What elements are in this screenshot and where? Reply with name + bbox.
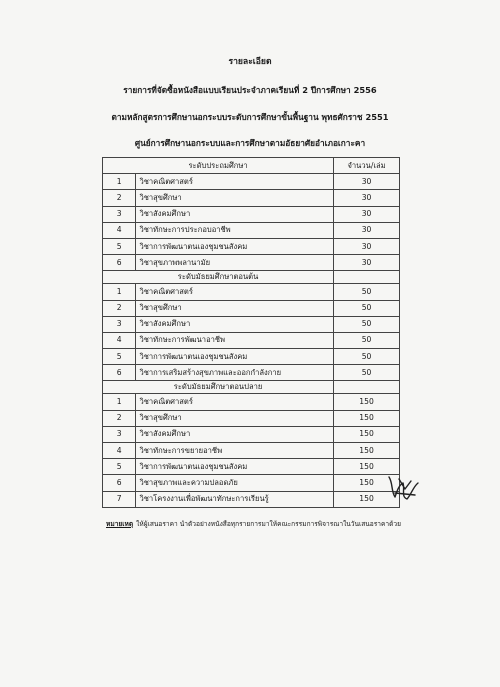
row-subject: วิชาสุขศึกษา [136, 190, 334, 206]
row-subject: วิชาคณิตศาสตร์ [136, 174, 334, 190]
row-subject: วิชาสุขศึกษา [136, 300, 334, 316]
table-row [103, 365, 400, 381]
table-row [103, 284, 400, 300]
row-quantity: 150 [334, 426, 400, 442]
header-quantity: จำนวน/เล่ม [334, 158, 400, 174]
row-number: 5 [103, 459, 136, 475]
section-qty-blank [334, 271, 400, 284]
row-number: 6 [103, 255, 136, 271]
row-subject: วิชาการพัฒนาตนเองชุมชนสังคม [136, 238, 334, 254]
row-subject: วิชาการเสริมสร้างสุขภาพและออกกำลังกาย [136, 365, 334, 381]
row-subject: วิชาคณิตศาสตร์ [136, 284, 334, 300]
table-row [103, 332, 400, 348]
row-subject: วิชาคณิตศาสตร์ [136, 394, 334, 410]
row-subject: วิชาทักษะการประกอบอาชีพ [136, 222, 334, 238]
section-qty-blank [334, 381, 400, 394]
row-number: 4 [103, 332, 136, 348]
section-header-row [103, 381, 400, 394]
row-quantity: 50 [334, 316, 400, 332]
row-number: 6 [103, 365, 136, 381]
table-row [103, 475, 400, 491]
table-row [103, 349, 400, 365]
book-list-table [102, 157, 400, 508]
row-number: 6 [103, 475, 136, 491]
remark [106, 518, 416, 529]
table-row [103, 491, 400, 507]
row-quantity: 30 [334, 174, 400, 190]
row-quantity: 150 [334, 459, 400, 475]
table-row [103, 206, 400, 222]
table-row [103, 316, 400, 332]
row-subject: วิชาการพัฒนาตนเองชุมชนสังคม [136, 459, 334, 475]
table-row [103, 255, 400, 271]
row-subject: วิชาโครงงานเพื่อพัฒนาทักษะการเรียนรู้ [136, 491, 334, 507]
row-quantity: 30 [334, 222, 400, 238]
book-list-body [103, 158, 400, 508]
row-quantity: 50 [334, 332, 400, 348]
table-header-row [103, 158, 400, 174]
remark-text: ให้ผู้เสนอราคา นำตัวอย่างหนังสือทุกรายการมาให้คณะกรรมการพิจารณาในวันเสนอราคาด้วย [136, 520, 401, 528]
table-row [103, 426, 400, 442]
section-title: ระดับมัธยมศึกษาตอนต้น [103, 271, 334, 284]
row-number: 2 [103, 190, 136, 206]
row-subject: วิชาสุขศึกษา [136, 410, 334, 426]
section-header-row [103, 271, 400, 284]
row-quantity: 50 [334, 349, 400, 365]
row-number: 1 [103, 394, 136, 410]
signature-mark [385, 473, 423, 503]
row-number: 5 [103, 349, 136, 365]
row-number: 7 [103, 491, 136, 507]
remark-label: หมายเหตุ [106, 520, 134, 528]
row-number: 3 [103, 206, 136, 222]
row-subject: วิชาทักษะการพัฒนาอาชีพ [136, 332, 334, 348]
table-row [103, 300, 400, 316]
row-subject: วิชาสุขภาพและความปลอดภัย [136, 475, 334, 491]
row-quantity: 150 [334, 443, 400, 459]
row-quantity: 150 [334, 475, 400, 491]
section-title: ระดับมัธยมศึกษาตอนปลาย [103, 381, 334, 394]
table-row [103, 174, 400, 190]
table-row [103, 222, 400, 238]
row-quantity: 150 [334, 491, 400, 507]
header-level: ระดับประถมศึกษา [103, 158, 334, 174]
row-subject: วิชาสังคมศึกษา [136, 316, 334, 332]
table-row [103, 394, 400, 410]
row-subject: วิชาทักษะการขยายอาชีพ [136, 443, 334, 459]
table-row [103, 459, 400, 475]
row-subject: วิชาสังคมศึกษา [136, 206, 334, 222]
row-number: 2 [103, 300, 136, 316]
row-quantity: 30 [334, 206, 400, 222]
row-number: 3 [103, 426, 136, 442]
row-quantity: 150 [334, 394, 400, 410]
row-number: 1 [103, 284, 136, 300]
row-quantity: 30 [334, 238, 400, 254]
table-row [103, 410, 400, 426]
curriculum-line: ตามหลักสูตรการศึกษานอกระบบระดับการศึกษาขั้นพื้นฐาน พุทธศักราช 2551 [111, 112, 389, 122]
document-title: รายละเอียด [228, 57, 272, 67]
purchase-description: รายการที่จัดซื้อหนังสือแบบเรียนประจำภาคเรียนที่ 2 ปีการศึกษา 2556 [123, 85, 377, 95]
row-quantity: 50 [334, 300, 400, 316]
row-quantity: 50 [334, 365, 400, 381]
row-number: 2 [103, 410, 136, 426]
row-quantity: 50 [334, 284, 400, 300]
row-subject: วิชาสังคมศึกษา [136, 426, 334, 442]
table-row [103, 443, 400, 459]
row-quantity: 30 [334, 190, 400, 206]
row-number: 4 [103, 443, 136, 459]
table-row [103, 190, 400, 206]
table-row [103, 238, 400, 254]
row-subject: วิชาสุขภาพพลานามัย [136, 255, 334, 271]
row-number: 5 [103, 238, 136, 254]
row-number: 1 [103, 174, 136, 190]
row-number: 4 [103, 222, 136, 238]
row-quantity: 30 [334, 255, 400, 271]
center-name: ศูนย์การศึกษานอกระบบและการศึกษาตามอัธยาศัยอำเภอเกาะคา [134, 138, 366, 148]
row-quantity: 150 [334, 410, 400, 426]
row-number: 3 [103, 316, 136, 332]
row-subject: วิชาการพัฒนาตนเองชุมชนสังคม [136, 349, 334, 365]
